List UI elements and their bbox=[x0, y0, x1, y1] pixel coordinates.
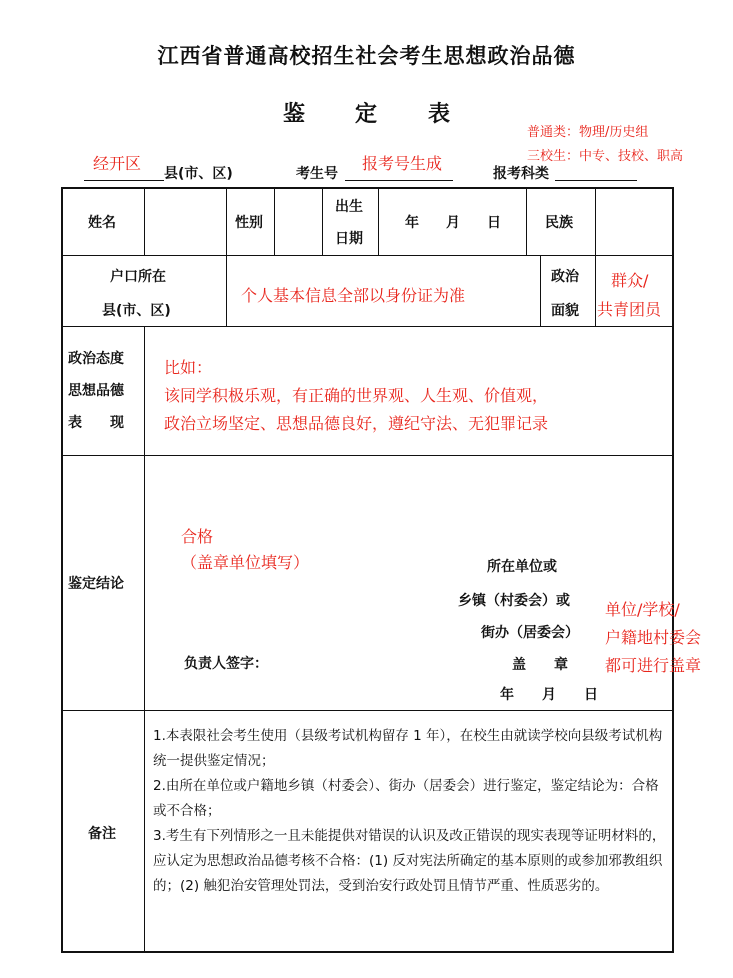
hukou-label-line2: 县(市、区) bbox=[102, 303, 171, 319]
political-annotation-line1: 群众/ bbox=[611, 271, 649, 290]
attitude-label-line1: 政治态度 bbox=[68, 351, 124, 367]
political-annotation-line2: 共青团员 bbox=[597, 300, 662, 319]
attitude-label-line2: 思想品德 bbox=[68, 383, 124, 399]
birth-day-label: 日 bbox=[487, 215, 501, 231]
note-2: 2.由所在单位或户籍地乡镇（村委会）、街办（居委会）进行鉴定，鉴定结论为：合格或不合格； bbox=[153, 778, 659, 819]
conclusion-label: 鉴定结论 bbox=[68, 576, 124, 592]
county-suffix-label: 县(市、区) bbox=[164, 166, 233, 182]
unit-label-line3: 街办（居委会） bbox=[481, 625, 579, 641]
exam-no-underline bbox=[345, 180, 453, 181]
form-title: 江西省普通高校招生社会考生思想政治品德 bbox=[157, 44, 576, 68]
birth-label-line1: 出生 bbox=[335, 199, 363, 215]
ethnicity-label: 民族 bbox=[545, 215, 573, 231]
exam-no-annotation: 报考号生成 bbox=[362, 154, 443, 173]
example-line2: 政治立场坚定、思想品德良好，遵纪守法、无犯罪记录 bbox=[164, 414, 549, 433]
subtitle-char-3: 表 bbox=[428, 102, 451, 127]
category-label: 报考科类 bbox=[493, 166, 549, 182]
exam-no-label: 考生号 bbox=[296, 166, 338, 182]
county-annotation: 经开区 bbox=[93, 154, 142, 173]
category-note-line1: 普通类：物理/历史组 bbox=[527, 125, 649, 140]
example-label: 比如： bbox=[164, 358, 213, 377]
gender-label: 性别 bbox=[235, 215, 263, 231]
stamp-annotation-line1: 单位/学校/ bbox=[605, 600, 680, 619]
county-underline bbox=[84, 180, 164, 181]
personal-info-annotation: 个人基本信息全部以身份证为准 bbox=[241, 286, 466, 305]
seal-label: 盖 章 bbox=[512, 657, 568, 673]
unit-label-line2: 乡镇（村委会）或 bbox=[458, 593, 570, 609]
pass-annotation-note: （盖章单位填写） bbox=[181, 553, 310, 572]
category-note-line2: 三校生：中专、技校、职高 bbox=[527, 149, 684, 164]
unit-label-line1: 所在单位或 bbox=[487, 559, 557, 575]
category-underline bbox=[555, 180, 637, 181]
subtitle-char-2: 定 bbox=[355, 102, 378, 127]
birth-label-line2: 日期 bbox=[335, 231, 363, 247]
subtitle-char-1: 鉴 bbox=[283, 102, 306, 127]
political-label-line2: 面貌 bbox=[551, 303, 579, 319]
remarks-notes bbox=[153, 724, 668, 899]
name-label: 姓名 bbox=[88, 215, 116, 231]
date-label: 年 月 日 bbox=[500, 687, 598, 703]
remarks-label: 备注 bbox=[88, 826, 116, 842]
political-label-line1: 政治 bbox=[551, 269, 579, 285]
example-line1: 该同学积极乐观，有正确的世界观、人生观、价值观， bbox=[164, 386, 549, 405]
birth-year-label: 年 bbox=[405, 215, 419, 231]
attitude-label-line3: 表 现 bbox=[68, 415, 124, 431]
note-1: 1.本表限社会考生使用（县级考试机构留存 1 年），在校生由就读学校向县级考试机构统一提供鉴定情况； bbox=[153, 728, 663, 769]
hukou-label-line1: 户口所在 bbox=[110, 269, 166, 285]
note-3: 3.考生有下列情形之一且未能提供对错误的认识及改正错误的现实表现等证明材料的，应认定为思想政治品德考核不合格：(1) 反对宪法所确定的基本原则的或参加邪教组织的；(2) 触犯治安管理处罚法，受到治安行政处罚且情节严重、性质恶劣的。 bbox=[153, 828, 666, 894]
signer-label: 负责人签字： bbox=[184, 656, 268, 672]
birth-month-label: 月 bbox=[446, 215, 460, 231]
pass-annotation: 合格 bbox=[181, 527, 214, 546]
stamp-annotation-line3: 都可进行盖章 bbox=[605, 656, 702, 675]
stamp-annotation-line2: 户籍地村委会 bbox=[605, 628, 702, 647]
